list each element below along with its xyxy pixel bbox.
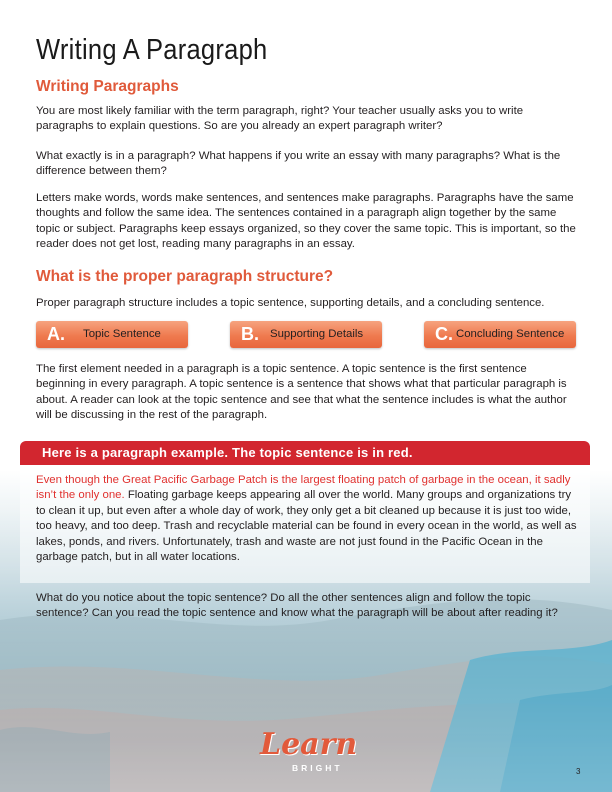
page-number: 3: [576, 767, 581, 776]
paragraph-questions: What exactly is in a paragraph? What happens if you write an essay with many paragraphs? What is the difference between them?: [36, 150, 561, 178]
logo-subtitle: BRIGHT: [292, 763, 343, 773]
part-letter: C.: [435, 324, 453, 344]
example-rest: Floating garbage keeps appearing all over the world. Many groups and organizations try to clean it up, but even after a whole day of work, they only get a bit cleaned up because it is just too wide, too heavy, and too deep. Trash and recyclable material can be found in every ocean in the world, as well as lakes, ponds, and rivers. Unfortunately, trash and waste are not just found in the Pacific Ocean in the garbage patch, but in all water locations.: [36, 489, 577, 564]
part-label: Topic Sentence: [83, 328, 161, 340]
section-heading-writing-paragraphs: Writing Paragraphs: [36, 78, 179, 95]
paragraph-explanation: Letters make words, words make sentences, and sentences make paragraphs. Paragraphs have the same thoughts and follow the same idea. The sentences contained in a paragraph align together by the same topic or subject. Paragraphs keep essays organized, so they cover the same topic. This is important, so the reader does not get lost, reading many paragraphs in an essay.: [36, 192, 576, 251]
structure-part-c: [424, 321, 576, 348]
page-title: Writing A Paragraph: [36, 34, 268, 66]
topic-sentence-red: Even though the Great Pacific Garbage Patch is the largest floating patch of garbage in the ocean, it sadly isn’t the only one.: [36, 474, 571, 502]
structure-part-a: [36, 321, 188, 348]
part-label: Supporting Details: [270, 328, 364, 340]
part-letter: B.: [241, 324, 259, 344]
section-heading-structure: What is the proper paragraph structure?: [36, 268, 334, 285]
logo-wordmark: Learn: [260, 727, 358, 762]
paragraph-topic-sentence-explanation: The first element needed in a paragraph is a topic sentence. A topic sentence is the first sentence beginning in every paragraph. A topic sentence is a sentence that shows what that particular paragraph is about. A reader can look at the topic sentence and see that what the sentence includes is what the author will be discussing in the rest of the paragraph.: [36, 363, 567, 422]
part-label: Concluding Sentence: [456, 328, 565, 340]
paragraph-structure-intro: Proper paragraph structure includes a topic sentence, supporting details, and a concluding sentence.: [36, 297, 545, 309]
example-banner: [20, 441, 590, 465]
example-banner-text: Here is a paragraph example. The topic sentence is in red.: [42, 445, 413, 460]
example-paragraph: [36, 473, 582, 565]
structure-part-b: [230, 321, 382, 348]
paragraph-intro: You are most likely familiar with the term paragraph, right? Your teacher usually asks you to write paragraphs to explain questions. So are you already an expert paragraph writer?: [36, 105, 524, 133]
learn-bright-logo: [254, 727, 360, 777]
paragraph-closing-questions: What do you notice about the topic sentence? Do all the other sentences align and follow the topic sentence? Can you read the topic sentence and know what the paragraph will be about after reading it?: [36, 592, 558, 620]
part-letter: A.: [47, 324, 65, 344]
